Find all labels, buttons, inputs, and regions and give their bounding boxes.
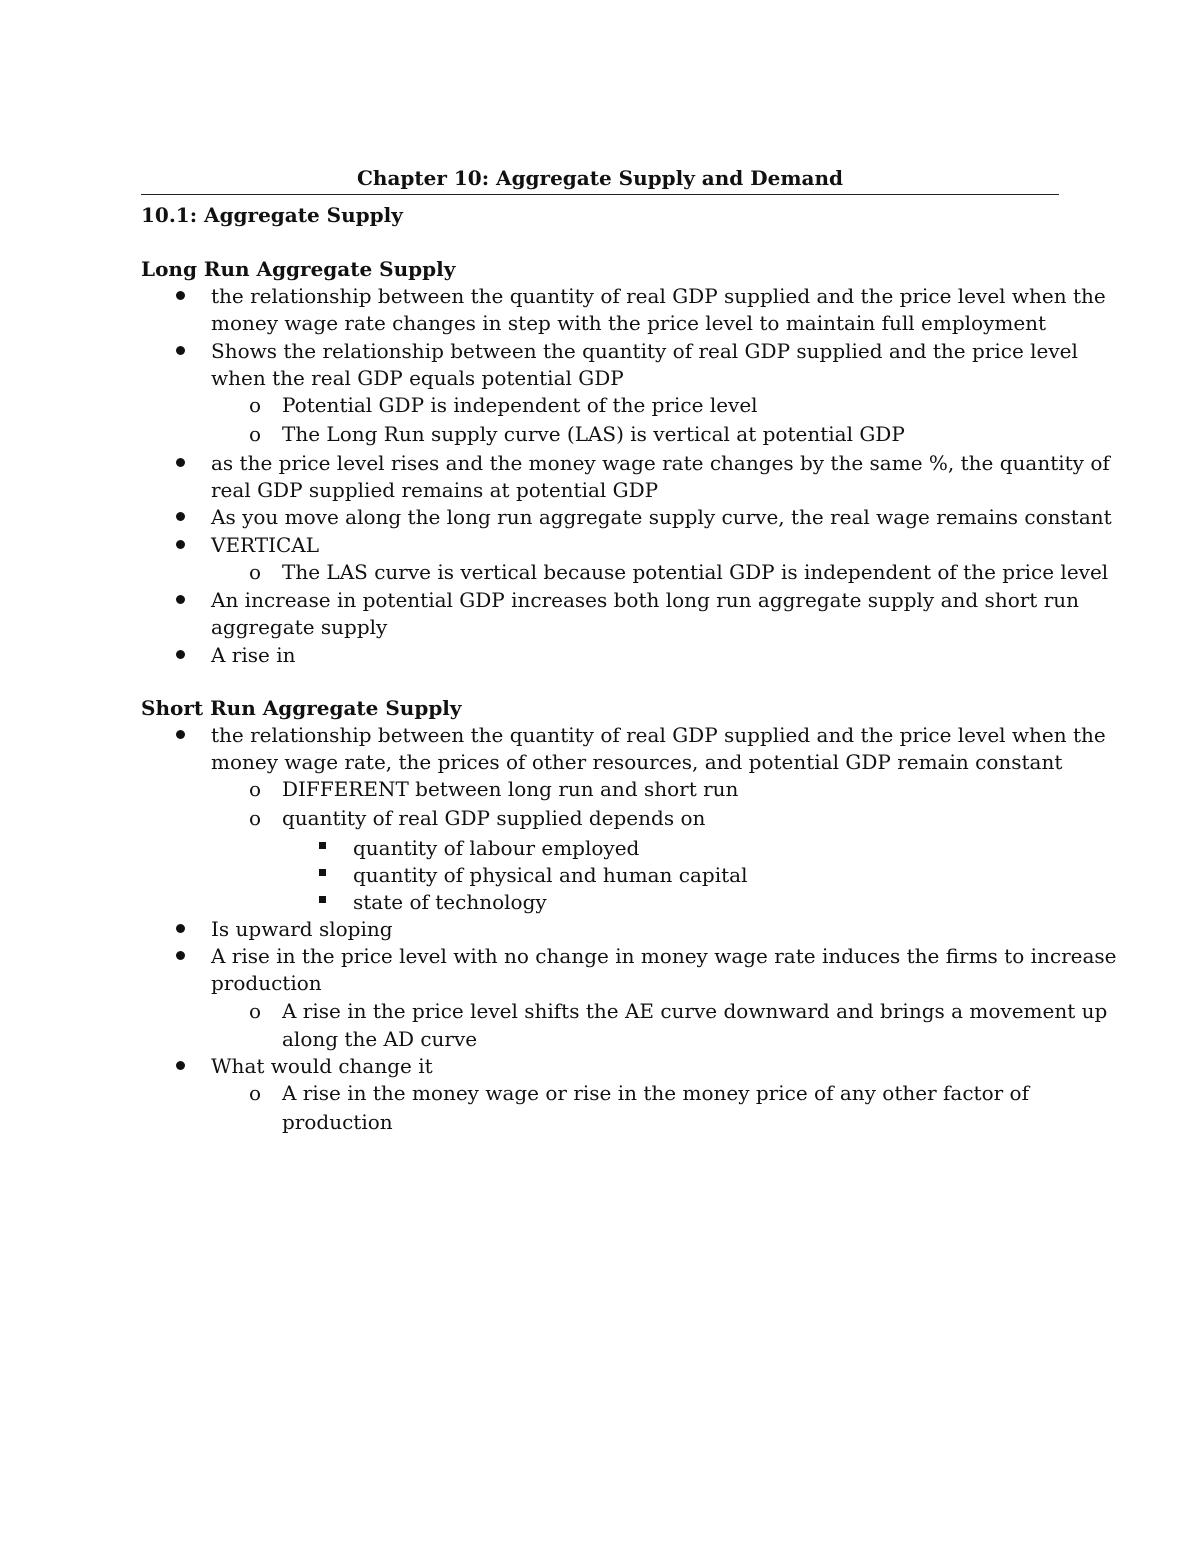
bullet-square-icon — [319, 869, 326, 876]
sub-item-line: A rise in the money wage or rise in the money price of any other factor of — [282, 1081, 1029, 1105]
bullet-dot-icon — [176, 458, 185, 467]
list-item-line: A rise in the price level with no change in money wage rate induces the firms to increase — [211, 944, 1117, 968]
list-item-line: A rise in — [211, 643, 296, 667]
sub-item-line: along the AD curve — [282, 1027, 478, 1051]
list-item-line: real GDP supplied remains at potential GDP — [211, 478, 659, 502]
bullet-dot-icon — [176, 346, 185, 355]
list-item-line: as the price level rises and the money wage rate changes by the same %, the quantity of — [211, 451, 1110, 475]
bullet-square-icon — [319, 896, 326, 903]
bullet-dot-icon — [176, 1061, 185, 1070]
bullet-dot-icon — [176, 595, 185, 604]
bullet-dot-icon — [176, 540, 185, 549]
list-item-line: VERTICAL — [211, 533, 320, 557]
bullet-circle-icon: o — [249, 422, 262, 446]
list-item-line: the relationship between the quantity of real GDP supplied and the price level when the — [211, 723, 1106, 747]
sub-item-line: DIFFERENT between long run and short run — [282, 777, 739, 801]
sub-item-line: quantity of real GDP supplied depends on — [282, 806, 706, 830]
bullet-circle-icon: o — [249, 560, 262, 584]
bullet-square-icon — [319, 842, 326, 849]
bullet-dot-icon — [176, 730, 185, 739]
sub-item-line: A rise in the price level shifts the AE curve downward and brings a movement up — [282, 999, 1108, 1023]
sub-item-line: The LAS curve is vertical because potential GDP is independent of the price level — [282, 560, 1109, 584]
bullet-dot-icon — [176, 951, 185, 960]
list-item-line: Is upward sloping — [211, 917, 393, 941]
section-heading: 10.1: Aggregate Supply — [141, 203, 403, 227]
list-item-line: money wage rate changes in step with the price level to maintain full employment — [211, 311, 1047, 335]
list-item-line: What would change it — [211, 1054, 433, 1078]
bullet-dot-icon — [176, 291, 185, 300]
bullet-circle-icon: o — [249, 999, 262, 1023]
sub-sub-item-line: quantity of physical and human capital — [353, 863, 748, 887]
bullet-circle-icon: o — [249, 393, 262, 417]
short-run-heading: Short Run Aggregate Supply — [141, 696, 462, 720]
list-item-line: Shows the relationship between the quantity of real GDP supplied and the price level — [211, 339, 1078, 363]
sub-item-line: production — [282, 1110, 393, 1134]
bullet-circle-icon: o — [249, 806, 262, 830]
list-item-line: An increase in potential GDP increases both long run aggregate supply and short run — [211, 588, 1080, 612]
bullet-circle-icon: o — [249, 777, 262, 801]
list-item-line: production — [211, 971, 322, 995]
sub-item-line: Potential GDP is independent of the price level — [282, 393, 758, 417]
bullet-dot-icon — [176, 512, 185, 521]
bullet-dot-icon — [176, 924, 185, 933]
long-run-heading: Long Run Aggregate Supply — [141, 257, 456, 281]
bullet-circle-icon: o — [249, 1081, 262, 1105]
list-item-line: As you move along the long run aggregate supply curve, the real wage remains constant — [211, 505, 1112, 529]
sub-item-line: The Long Run supply curve (LAS) is vertical at potential GDP — [282, 422, 905, 446]
sub-sub-item-line: quantity of labour employed — [353, 836, 640, 860]
list-item-line: the relationship between the quantity of real GDP supplied and the price level when the — [211, 284, 1106, 308]
title-underline — [141, 194, 1059, 195]
list-item-line: when the real GDP equals potential GDP — [211, 366, 624, 390]
bullet-dot-icon — [176, 650, 185, 659]
list-item-line: aggregate supply — [211, 615, 388, 639]
document-title: Chapter 10: Aggregate Supply and Demand — [357, 166, 843, 190]
sub-sub-item-line: state of technology — [353, 890, 547, 914]
list-item-line: money wage rate, the prices of other resources, and potential GDP remain constant — [211, 750, 1063, 774]
